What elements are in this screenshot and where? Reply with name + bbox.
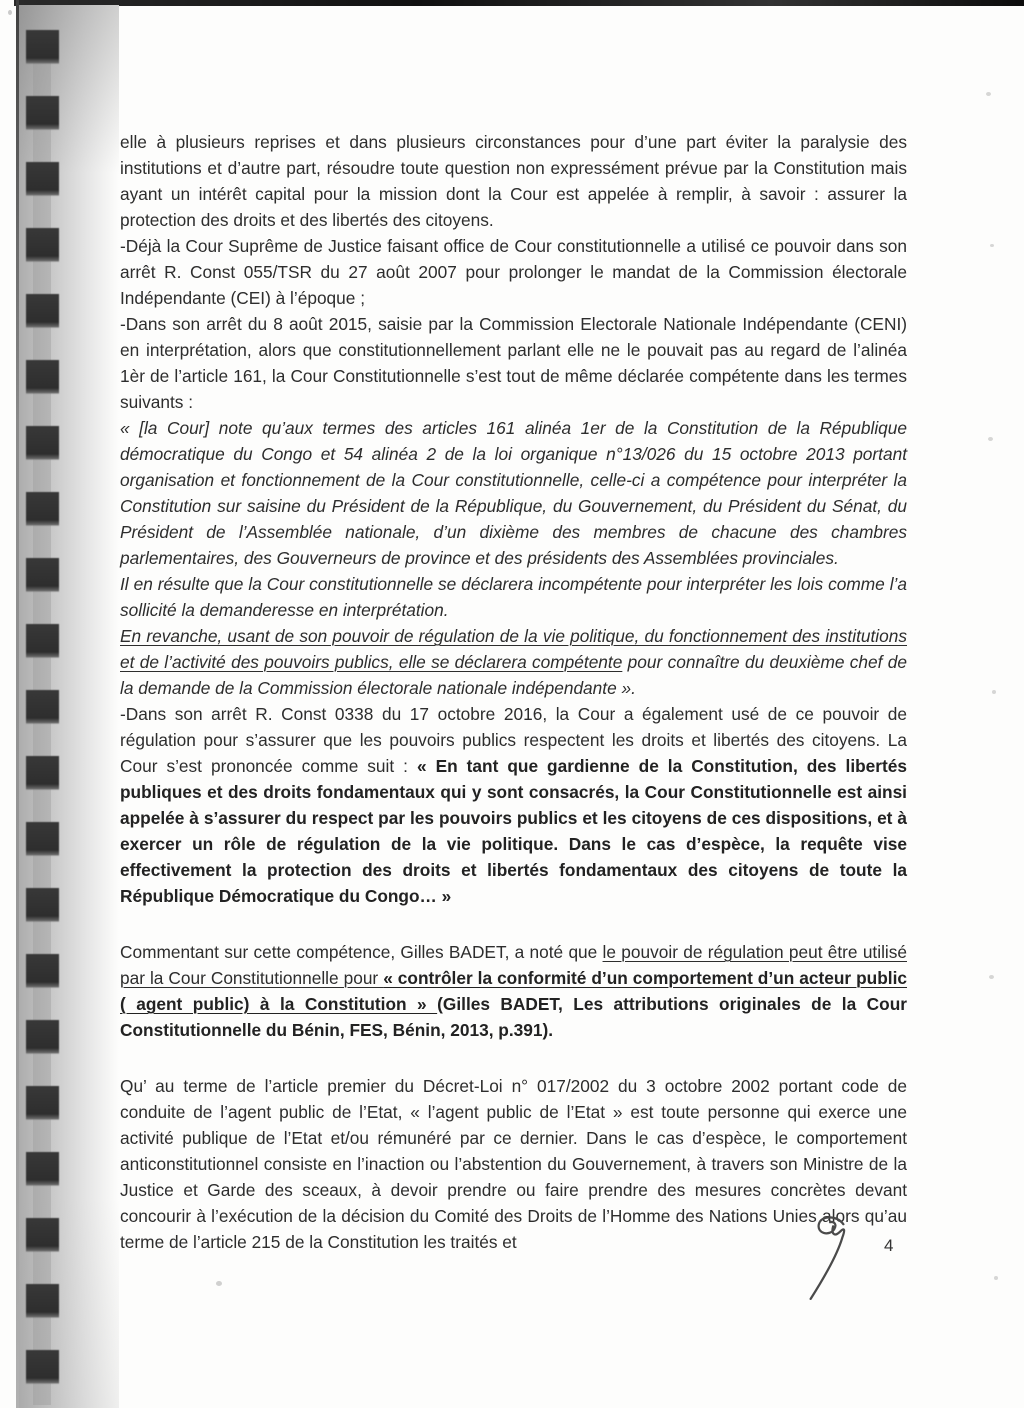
scan-speckle: [988, 437, 993, 441]
para-1: [120, 129, 907, 233]
scan-speckle: [986, 92, 991, 96]
scan-top-bar: [14, 0, 1024, 6]
text-run: Il en résulte que la Cour constitutionnelle se déclarera incompétente pour interpréter les lois comme l’a sollicité la demanderesse en interprétation.: [120, 574, 907, 620]
para-3: [120, 311, 907, 415]
scan-speckle: [8, 10, 12, 15]
para-6: [120, 623, 907, 701]
handwritten-paraph-icon: [798, 1213, 856, 1305]
scan-speckle: [989, 975, 994, 979]
text-run: elle à plusieurs reprises et dans plusieurs circonstances pour d’une part éviter la paralysie des institutions et d’autre part, résoudre toute question non expressément prévue par la Constitution mais ayant un intérêt capital pour la mission dont la Cour est appelée à remplir, à savoir : assurer la protection des droits et des libertés des citoyens.: [120, 132, 907, 230]
scan-speckle: [216, 1281, 222, 1286]
text-run: « contrôler la conformité d’un comportement d’un acteur public ( agent public) à la Constitution »: [120, 968, 908, 1014]
page-number: 4: [884, 1236, 894, 1255]
text-run: « [la Cour] note qu’aux termes des articles 161 alinéa 1er de la Constitution de la République démocratique du Congo et 54 alinéa 2 de la loi organique n°13/026 du 15 octobre 2013 portant organisation et fonctionnement de la Cour constitutionnelle, celle-ci a compétence pour interpréter la Constitution sur saisine du Président de la République, du Gouvernement, du Président du Sénat, du Président de l’Assemblée nationale, d’un dixième des membres de chacune des chambres parlementaires, des Gouverneurs de province et des présidents des Assemblées provinciales.: [120, 418, 907, 568]
document-body: [120, 129, 907, 1255]
para-7: [120, 701, 907, 909]
text-run: « En tant que gardienne de la Constitution, des libertés publiques et des droits fondamentaux qui y sont consacrés, la Cour Constitutionnelle est ainsi appelée à s’assurer du respect par les pouvoirs publics et les citoyens de ces dispositions, et à exercer un rôle de régulation de la vie politique. Dans le cas d’espèce, la requête vise effectivement la protection des droits et libertés fondamentaux des citoyens de toute la République Démocratique du Congo… »: [120, 756, 907, 906]
scan-speckle: [992, 690, 996, 694]
para-2: [120, 233, 907, 311]
text-run: En revanche, usant de son pouvoir de régulation de la vie politique, du fonctionnement des institutions et de l’activité des pouvoirs publics, elle se déclarera compétente: [120, 626, 907, 672]
comb-binding-tabs: [26, 30, 59, 1405]
text-run: pour connaître du deuxième chef de la demande de la Commission électorale nationale indépendante ».: [120, 652, 907, 698]
text-run: le pouvoir de régulation peut être utilisé par la Cour Constitutionnelle pour: [120, 942, 907, 988]
text-run: Commentant sur cette compétence, Gilles BADET, a noté que: [120, 942, 603, 962]
text-run: -Dans son arrêt du 8 août 2015, saisie par la Commission Electorale Nationale Indépendante (CENI) en interprétation, alors que constitutionnellement parlant elle ne le pouvait pas au regard de l’alinéa 1èr de l’article 161, la Cour Constitutionnelle s’est tout de même déclarée compétente dans les termes suivants :: [120, 314, 907, 412]
scan-speckle: [994, 1276, 998, 1280]
para-9: [120, 1073, 907, 1255]
page-edge-line: [16, 0, 19, 1408]
para-5: [120, 571, 907, 623]
para-4: [120, 415, 907, 571]
text-run: -Dans son arrêt R. Const 0338 du 17 octobre 2016, la Cour a également usé de ce pouvoir de régulation pour s’assurer que les pouvoirs publics respectent les droits et libertés des citoyens. La Cour s’est prononcée comme suit :: [120, 704, 907, 776]
text-run: -Déjà la Cour Suprême de Justice faisant office de Cour constitutionnelle a utilisé ce pouvoir dans son arrêt R. Const 055/TSR du 27 août 2007 pour prolonger le mandat de la Commission électorale Indépendante (CEI) à l’époque ;: [120, 236, 907, 308]
scan-speckle: [990, 244, 994, 247]
text-run: (Gilles BADET, Les attributions originales de la Cour Constitutionnelle du Bénin, FES, Bénin, 2013, p.391).: [120, 994, 907, 1040]
para-8: [120, 939, 907, 1043]
text-run: Qu’ au terme de l’article premier du Décret-Loi n° 017/2002 du 3 octobre 2002 portant code de conduite de l’agent public de l’Etat, « l’agent public de l’Etat » est toute personne qui exerce une activité publique de l’Etat et/ou rémunéré par ce dernier. Dans le cas d’espèce, le comportement anticonstitutionnel consiste en l’inaction ou l’abstention du Gouvernement, à travers son Ministre de la Justice et Garde des sceaux, à devoir prendre ou faire prendre des mesures concrètes devant concourir à l’exécution de la décision du Comité des Droits de l’Homme des Nations Unies alors qu’au terme de l’article 215 de la Constitution les traités et: [120, 1076, 907, 1252]
